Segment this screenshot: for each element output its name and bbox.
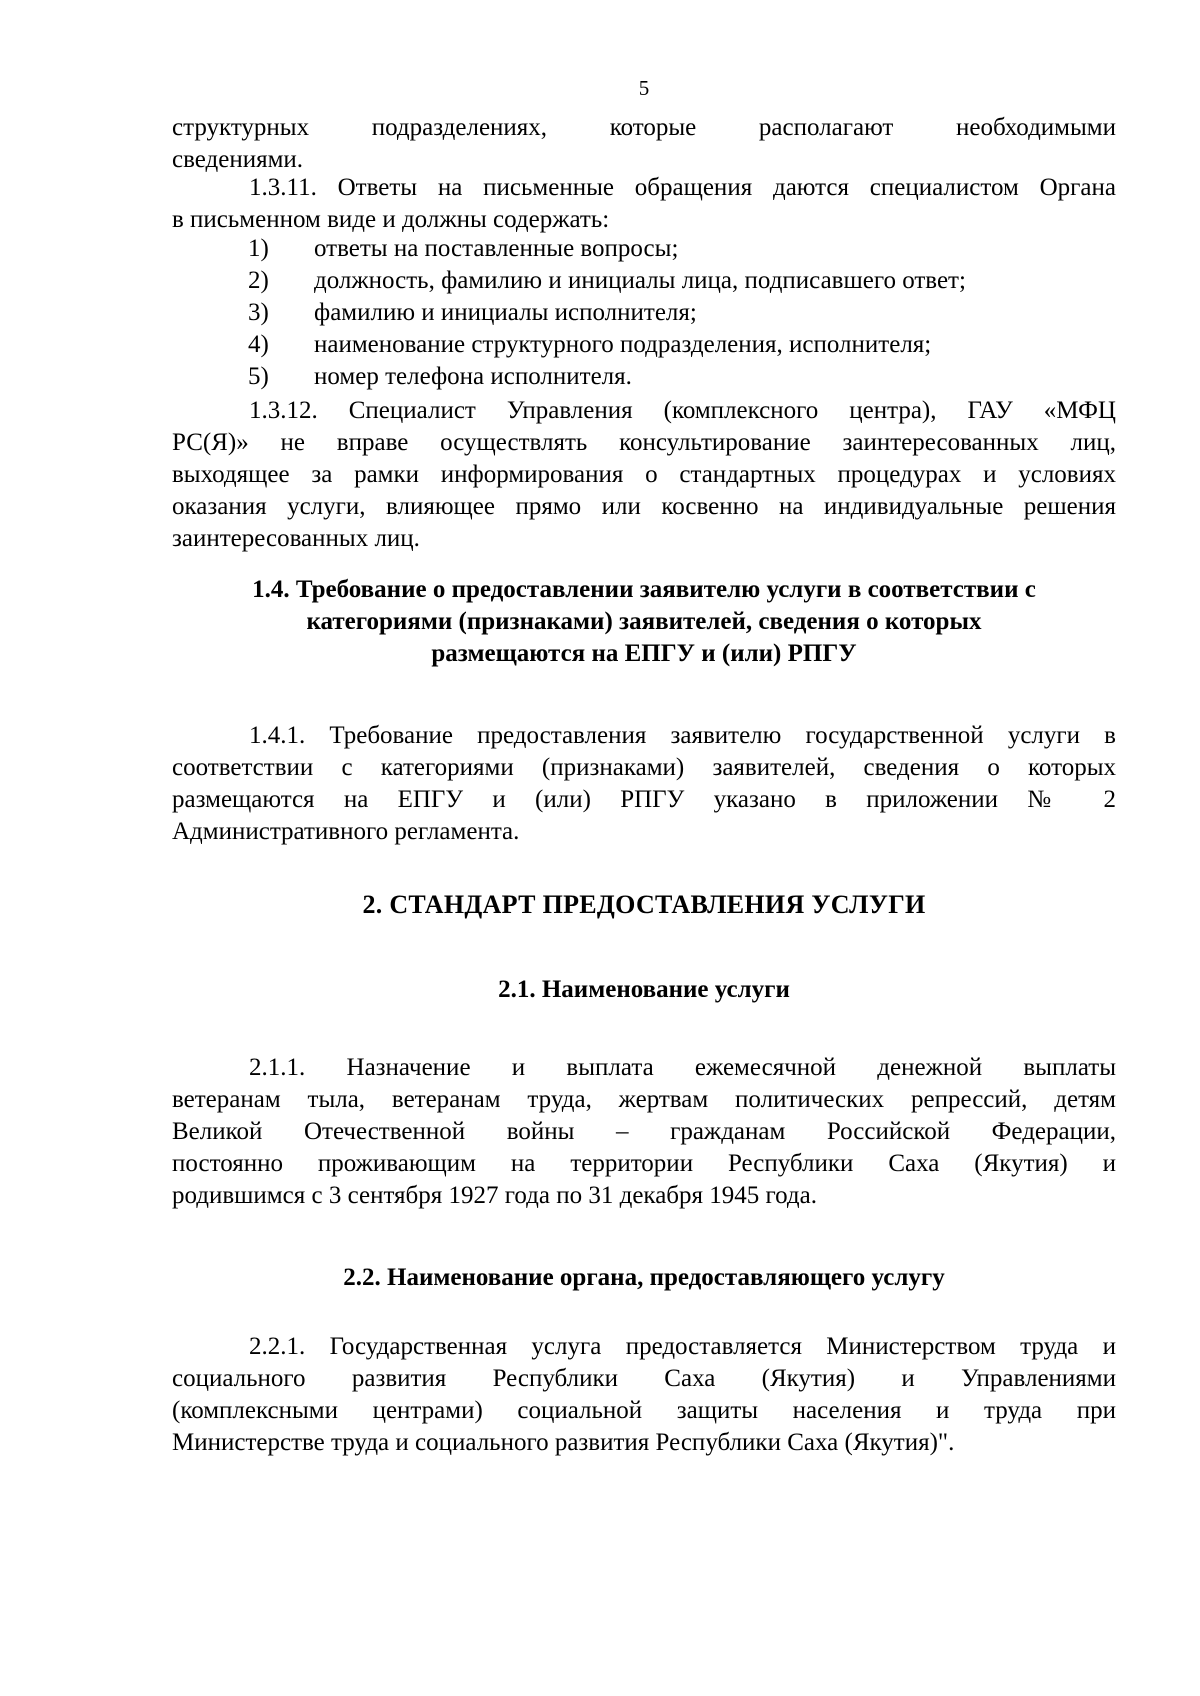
heading-line: 2. СТАНДАРТ ПРЕДОСТАВЛЕНИЯ УСЛУГИ: [362, 890, 926, 919]
text-line: 1.3.12. Специалист Управления (комплексного центра), ГАУ «МФЦ: [249, 397, 1116, 424]
heading-line: 2.1. Наименование услуги: [498, 976, 790, 1003]
list-number: 3): [248, 299, 269, 326]
text-line: (комплексными центрами) социальной защиты населения и труда при: [172, 1397, 1116, 1424]
text-line: сведениями.: [172, 146, 304, 173]
text-line: Министерстве труда и социального развития Республики Саха (Якутия)".: [172, 1429, 955, 1456]
text-line: ветеранам тыла, ветеранам труда, жертвам политических репрессий, детям: [172, 1086, 1116, 1113]
heading-line: 2.2. Наименование органа, предоставляющего услугу: [343, 1264, 945, 1291]
text-line: размещаются на ЕПГУ и (или) РПГУ указано в приложении № 2: [172, 786, 1116, 813]
text-line: соответствии с категориями (признаками) заявителей, сведения о которых: [172, 754, 1116, 781]
list-item: [172, 297, 1116, 329]
text-line: выходящее за рамки информирования о стандартных процедурах и условиях: [172, 461, 1116, 488]
list-text: наименование структурного подразделения, исполнителя;: [314, 331, 932, 358]
text-line: родившимся с 3 сентября 1927 года по 31 декабря 1945 года.: [172, 1182, 817, 1209]
text-line: заинтересованных лиц.: [172, 525, 420, 552]
heading-line: размещаются на ЕПГУ и (или) РПГУ: [431, 640, 857, 667]
text-line: 1.3.11. Ответы на письменные обращения даются специалистом Органа: [249, 174, 1116, 201]
text-line: постоянно проживающим на территории Республики Саха (Якутия) и: [172, 1150, 1116, 1177]
list-number: 5): [248, 363, 269, 390]
text-line: в письменном виде и должны содержать:: [172, 206, 610, 233]
text-line: структурных подразделениях, которые располагают необходимыми: [172, 114, 1116, 141]
text-line: 2.1.1. Назначение и выплата ежемесячной денежной выплаты: [249, 1054, 1116, 1081]
heading-line: 1.4. Требование о предоставлении заявителю услуги в соответствии с: [252, 576, 1036, 603]
heading-line: категориями (признаками) заявителей, сведения о которых: [306, 608, 982, 635]
text-line: Административного регламента.: [172, 818, 520, 845]
text-line: 1.4.1. Требование предоставления заявителю государственной услуги в: [249, 722, 1116, 749]
list-text: ответы на поставленные вопросы;: [314, 235, 679, 262]
list-item: [172, 233, 1116, 265]
paragraph-1-3-11: [172, 172, 1116, 236]
requirements-list: [172, 233, 1116, 393]
paragraph-2-2-1: [172, 1331, 1116, 1459]
text-line: социального развития Республики Саха (Якутия) и Управлениями: [172, 1365, 1116, 1392]
paragraph-1-4-1: [172, 720, 1116, 848]
list-text: номер телефона исполнителя.: [314, 363, 632, 390]
section-heading-1-4: [172, 574, 1116, 670]
paragraph-2-1-1: [172, 1052, 1116, 1212]
list-item: [172, 361, 1116, 393]
list-text: должность, фамилию и инициалы лица, подписавшего ответ;: [314, 267, 966, 294]
page-number: 5: [638, 76, 650, 100]
text-line: оказания услуги, влияющее прямо или косвенно на индивидуальные решения: [172, 493, 1116, 520]
list-number: 1): [248, 235, 269, 262]
chapter-heading-2: [172, 888, 1116, 922]
intro-paragraph: [172, 112, 1116, 176]
section-heading-2-1: [172, 974, 1116, 1006]
text-line: РС(Я)» не вправе осуществлять консультирование заинтересованных лиц,: [172, 429, 1116, 456]
list-text: фамилию и инициалы исполнителя;: [314, 299, 697, 326]
section-heading-2-2: [172, 1262, 1116, 1294]
list-item: [172, 265, 1116, 297]
text-line: 2.2.1. Государственная услуга предоставляется Министерством труда и: [249, 1333, 1116, 1360]
paragraph-1-3-12: [172, 395, 1116, 555]
list-number: 4): [248, 331, 269, 358]
list-number: 2): [248, 267, 269, 294]
list-item: [172, 329, 1116, 361]
text-line: Великой Отечественной войны – гражданам Российской Федерации,: [172, 1118, 1116, 1145]
